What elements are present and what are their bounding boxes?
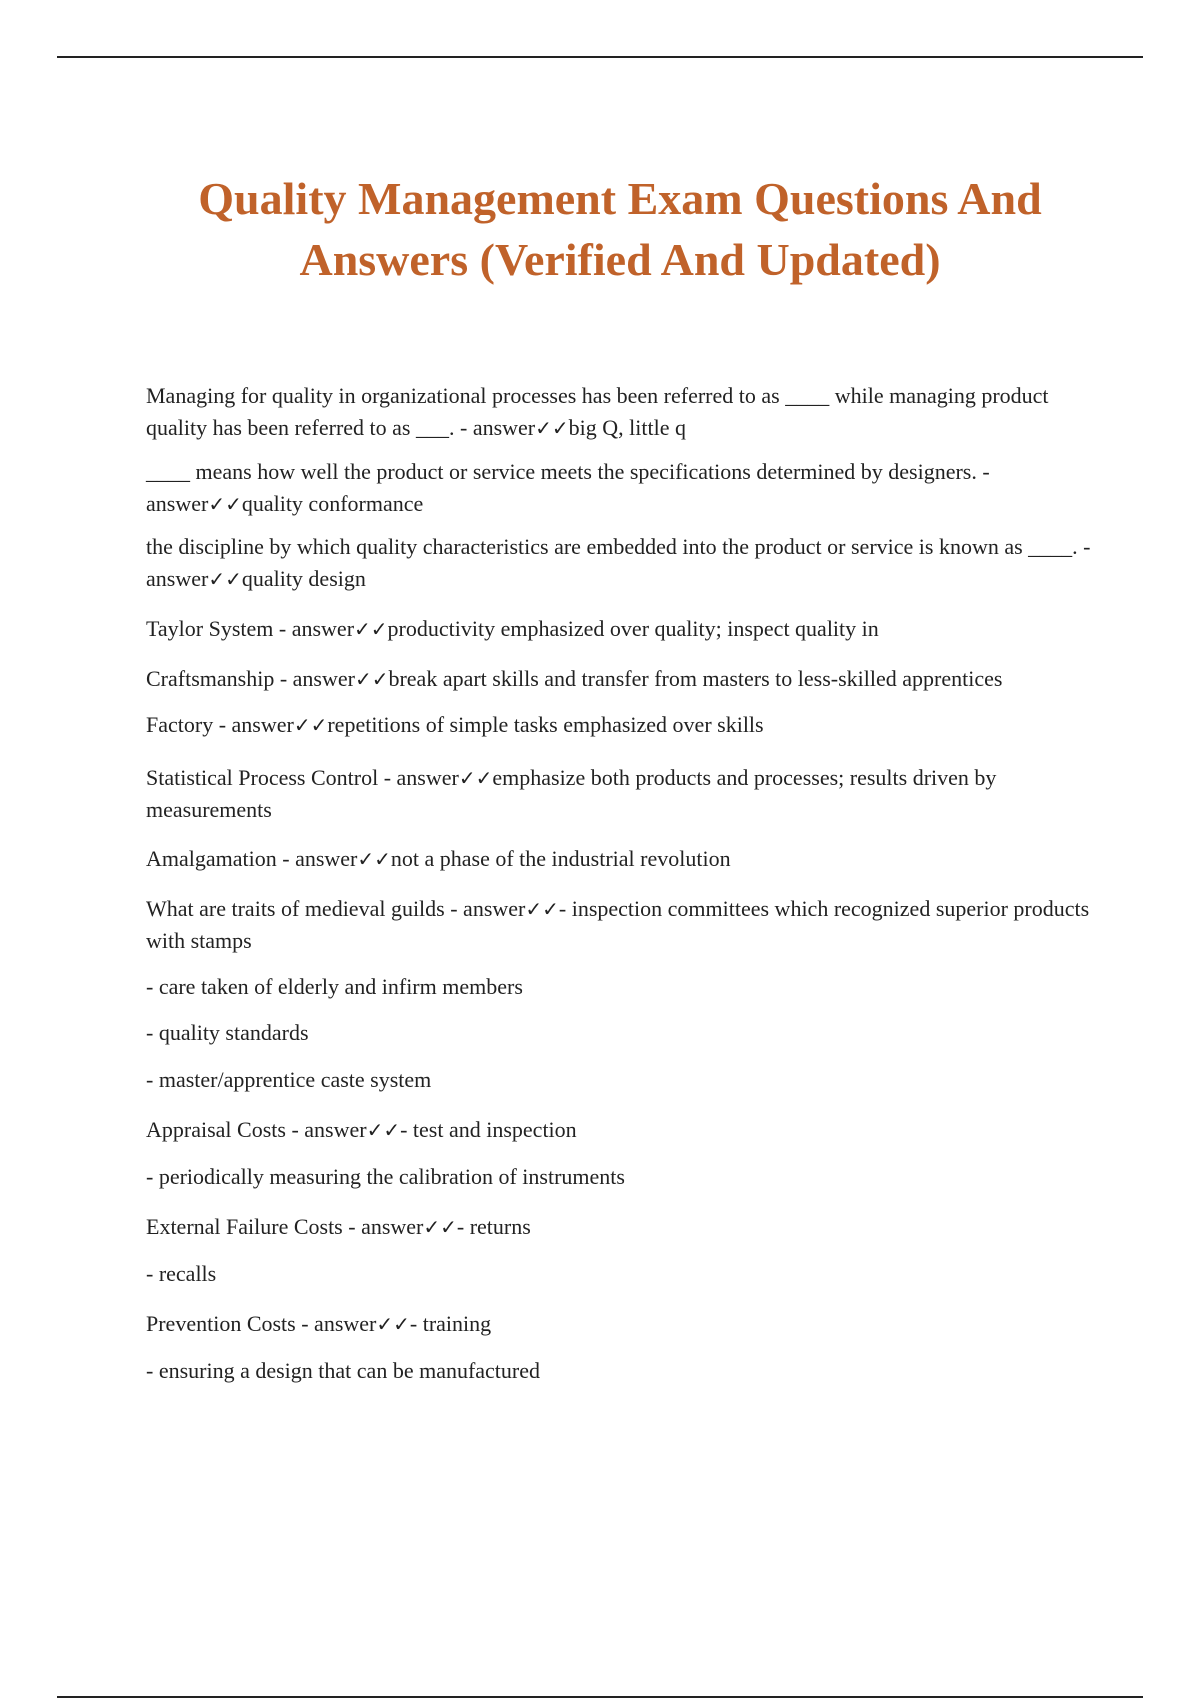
top-rule (57, 56, 1143, 58)
checkmark-icon: ✓✓ (458, 766, 493, 790)
title-line: Quality Management Exam Questions And (198, 173, 1042, 224)
qa-paragraph: Prevention Costs - answer✓✓- training (146, 1311, 492, 1336)
checkmark-icon: ✓✓ (423, 1215, 457, 1239)
checkmark-icon: ✓✓ (354, 617, 388, 641)
checkmark-icon: ✓✓ (208, 567, 242, 591)
qa-paragraph: the discipline by which quality characteristics are embedded into the product or service is known as ____. - answer✓✓quality design (146, 534, 1091, 591)
qa-paragraph: Taylor System - answer✓✓productivity emphasized over quality; inspect quality in (146, 616, 879, 641)
bottom-rule (57, 1696, 1143, 1698)
checkmark-icon: ✓✓ (376, 1312, 410, 1336)
qa-paragraph: Amalgamation - answer✓✓not a phase of the industrial revolution (146, 846, 731, 871)
checkmark-icon: ✓✓ (525, 897, 559, 921)
qa-paragraph: Factory - answer✓✓repetitions of simple tasks emphasized over skills (146, 712, 764, 737)
qa-paragraph: - periodically measuring the calibration of instruments (146, 1164, 625, 1189)
qa-content (146, 380, 1091, 1387)
checkmark-icon: ✓✓ (366, 1118, 401, 1142)
qa-paragraph: - care taken of elderly and infirm members (146, 974, 523, 999)
qa-paragraph: - recalls (146, 1261, 217, 1286)
qa-paragraph: Managing for quality in organizational processes has been referred to as ____ while managing product quality has been referred to as ___. - answer✓✓big Q, little q (146, 383, 1049, 440)
title-line: Answers (Verified And Updated) (299, 234, 941, 285)
qa-paragraph: Statistical Process Control - answer✓✓emphasize both products and processes; results driven by measurements (146, 765, 997, 822)
qa-paragraph: Craftsmanship - answer✓✓break apart skills and transfer from masters to less-skilled apprentices (146, 666, 1003, 691)
qa-paragraph: ____ means how well the product or service meets the specifications determined by designers. - answer✓✓quality conformance (146, 459, 990, 516)
qa-paragraph: - ensuring a design that can be manufactured (146, 1358, 541, 1383)
checkmark-icon: ✓✓ (208, 492, 242, 516)
checkmark-icon: ✓✓ (535, 416, 569, 440)
checkmark-icon: ✓✓ (354, 667, 389, 691)
qa-paragraph: What are traits of medieval guilds - answer✓✓- inspection committees which recognized superior products with stamps (146, 896, 1090, 953)
checkmark-icon: ✓✓ (357, 847, 391, 871)
qa-paragraph: External Failure Costs - answer✓✓- returns (146, 1214, 531, 1239)
page-title (110, 168, 1130, 290)
qa-paragraph: - master/apprentice caste system (146, 1067, 432, 1092)
checkmark-icon: ✓✓ (293, 713, 328, 737)
qa-paragraph: - quality standards (146, 1020, 309, 1045)
qa-paragraph: Appraisal Costs - answer✓✓- test and inspection (146, 1117, 577, 1142)
